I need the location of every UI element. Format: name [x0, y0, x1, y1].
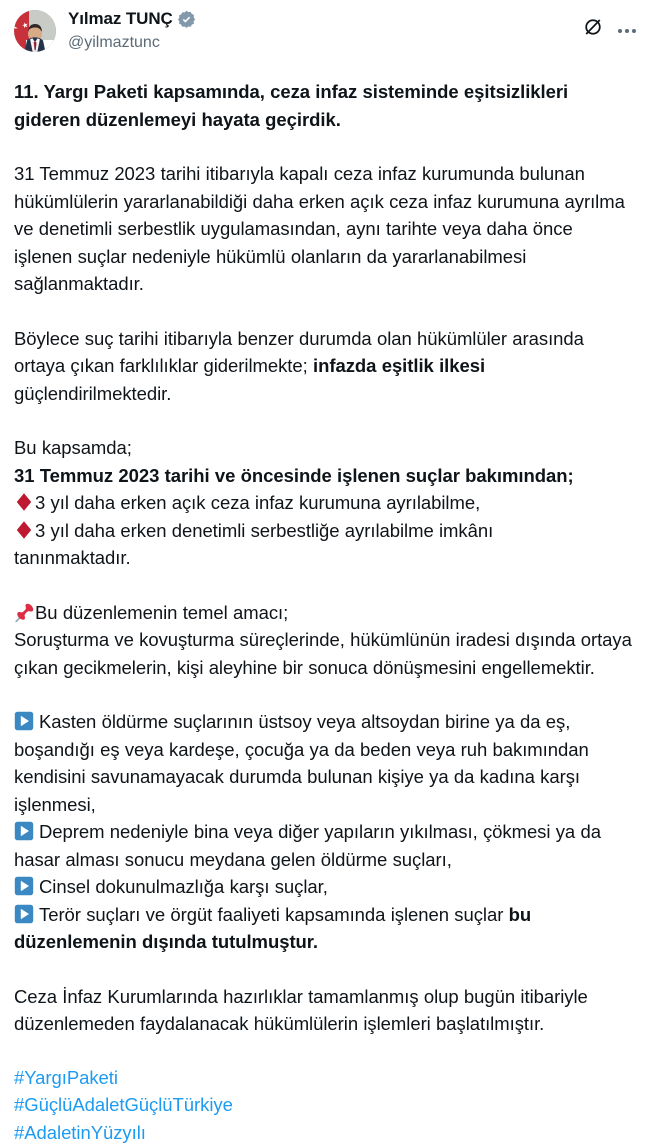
account-identity: [68, 8, 196, 54]
play-arrow-icon: [14, 876, 34, 896]
verified-badge-icon: [177, 10, 196, 29]
paragraph-2-lead: Böylece suç tarihi itibarıyla benzer durumda olan hükümlüler arasında ortaya çıkan farklılıklar giderilmekte;: [14, 328, 584, 377]
exclusion-list-item: [14, 818, 636, 873]
paragraph-2-emphasis: infazda eşitlik ilkesi: [313, 355, 485, 376]
header-actions: [582, 8, 636, 42]
hashtag-link[interactable]: #GüçlüAdaletGüçlüTürkiye: [14, 1091, 636, 1119]
more-options-icon[interactable]: [618, 12, 636, 42]
exclusion-item-text: Cinsel dokunulmazlığa karşı suçlar,: [39, 876, 328, 897]
paragraph-2-tail: güçlendirilmektedir.: [14, 383, 171, 404]
hashtag-list: [14, 1064, 636, 1146]
play-arrow-icon: [14, 904, 34, 924]
account-handle[interactable]: @yilmaztunc: [68, 32, 196, 54]
spacer: [14, 298, 636, 325]
exclusion-list-item: [14, 708, 636, 818]
diamond-list-item: [14, 517, 636, 545]
diamond-item-text: 3 yıl daha erken denetimli serbestliğe ayrılabilme imkânı: [35, 520, 493, 541]
spacer: [14, 572, 636, 599]
spacer: [14, 407, 636, 434]
scope-outro: tanınmaktadır.: [14, 544, 636, 572]
red-diamond-icon: [14, 520, 34, 540]
exclusion-list-item: [14, 873, 636, 901]
diamond-list-item: [14, 489, 636, 517]
pushpin-icon: [14, 602, 35, 623]
avatar[interactable]: [14, 10, 56, 52]
diamond-item-text: 3 yıl daha erken açık ceza infaz kurumuna ayrılabilme,: [35, 492, 480, 513]
purpose-heading-text: Bu düzenlemenin temel amacı;: [35, 602, 288, 623]
more-dot: [625, 29, 629, 33]
more-dot: [618, 29, 622, 33]
red-diamond-icon: [14, 492, 34, 512]
spacer: [14, 1038, 636, 1064]
tweet-text: [14, 78, 636, 1146]
purpose-text: Soruşturma ve kovuşturma süreçlerinde, hükümlünün iradesi dışında ortaya çıkan gecikmelerin, kişi aleyhine bir sonuca dönüşmesini engellemektir.: [14, 626, 636, 681]
exclusion-last-lead: Terör suçları ve örgüt faaliyeti kapsamında işlenen suçlar: [39, 904, 509, 925]
exclusion-item-text: Kasten öldürme suçlarının üstsoy veya altsoydan birine ya da eş, boşandığı eş veya kardeşe, çocuğa ya da beden veya ruh bakımından kendisini savunamayacak durumda bulunan kişiye ya da kadına karşı işlenmesi,: [14, 711, 589, 815]
post-paragraph-2: [14, 325, 636, 408]
grok-icon[interactable]: [582, 16, 604, 38]
post-heading: 11. Yargı Paketi kapsamında, ceza infaz sisteminde eşitsizlikleri gideren düzenlemeyi hayata geçirdik.: [14, 78, 636, 133]
purpose-heading: [14, 599, 636, 627]
spacer: [14, 956, 636, 983]
spacer: [14, 681, 636, 708]
exclusion-list-item: [14, 901, 636, 956]
scope-intro: Bu kapsamda;: [14, 434, 636, 462]
post-paragraph-1: 31 Temmuz 2023 tarihi itibarıyla kapalı ceza infaz kurumunda bulunan hükümlülerin yararlanabildiği daha erken açık ceza infaz kurumuna ayrılma ve denetimli serbestlik uygulamasından, aynı tarihte veya daha önce işlenen suçlar nedeniyle hükümlü olanların da yararlanabilmesi sağlanmaktadır.: [14, 160, 636, 298]
play-arrow-icon: [14, 711, 34, 731]
tweet-header: [14, 8, 636, 60]
display-name-row[interactable]: [68, 9, 196, 29]
play-arrow-icon: [14, 821, 34, 841]
closing-paragraph: Ceza İnfaz Kurumlarında hazırlıklar tamamlanmış olup bugün itibariyle düzenlemeden faydalanacak hükümlülerin işlemleri başlatılmıştır.: [14, 983, 636, 1038]
spacer: [14, 133, 636, 160]
scope-bold-line: 31 Temmuz 2023 tarihi ve öncesinde işlenen suçlar bakımından;: [14, 462, 636, 490]
display-name: Yılmaz TUNÇ: [68, 9, 173, 29]
more-dot: [632, 29, 636, 33]
hashtag-link[interactable]: #AdaletinYüzyılı: [14, 1119, 636, 1146]
exclusion-last-emphasis: bu düzenlemenin dışında tutulmuştur.: [14, 904, 531, 953]
exclusion-item-text: Deprem nedeniyle bina veya diğer yapıların yıkılması, çökmesi ya da hasar alması sonucu meydana gelen öldürme suçları,: [14, 821, 601, 870]
hashtag-link[interactable]: #YargıPaketi: [14, 1064, 636, 1092]
